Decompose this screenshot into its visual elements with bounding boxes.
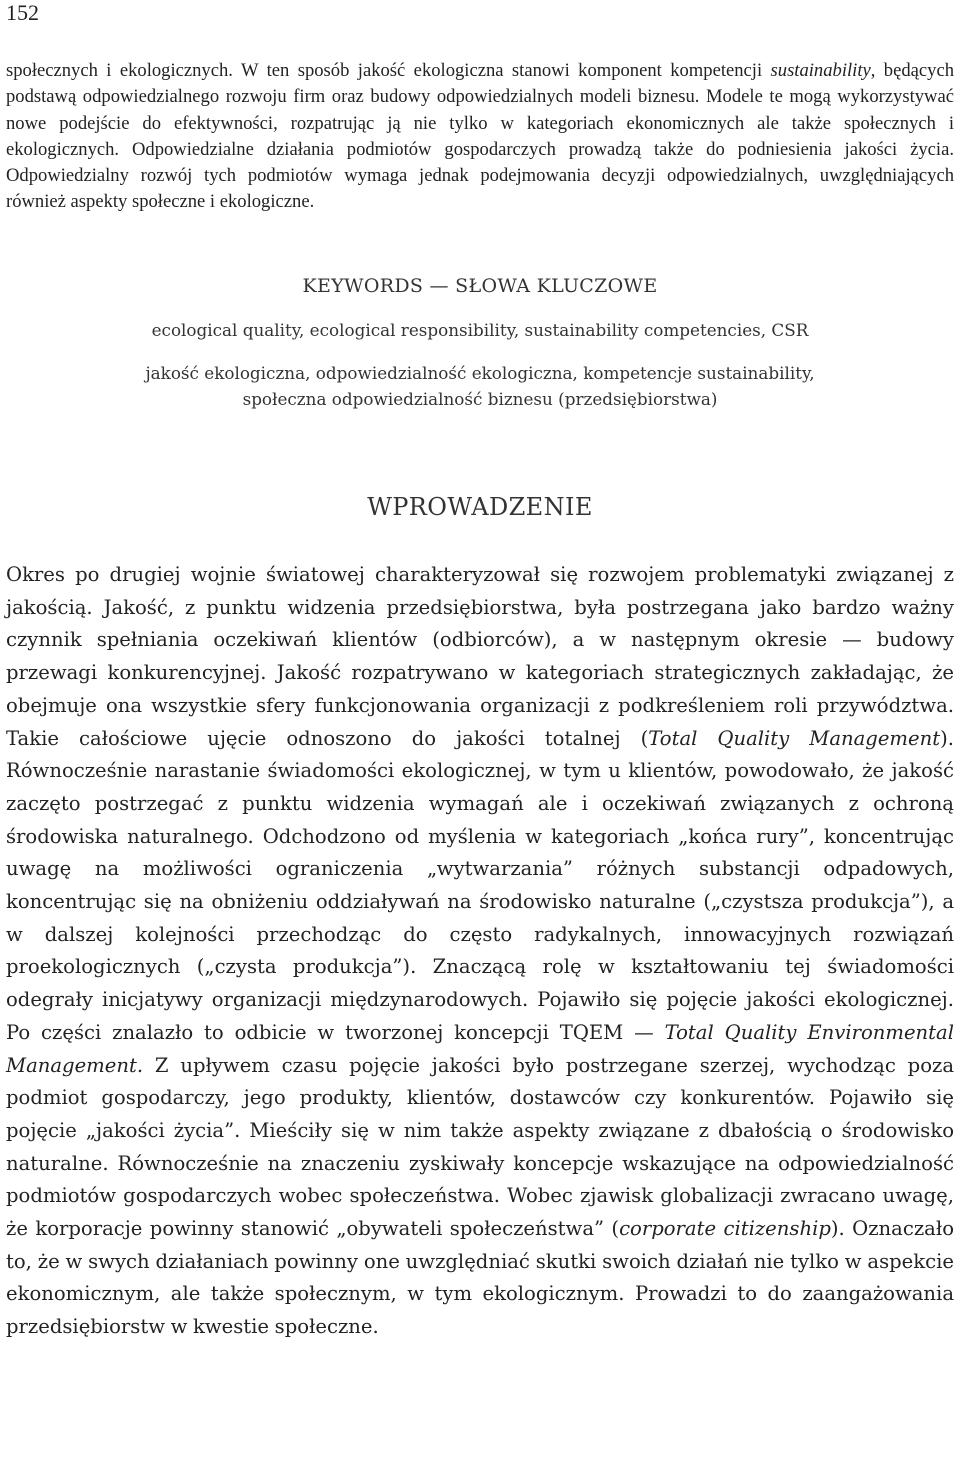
abstract-italic-term: sustainability	[770, 60, 871, 81]
page-number: 152	[6, 0, 39, 25]
body-text-3: Z upływem czasu pojęcie jakości było postrzegane szerzej, wychodząc poza podmiot gospodarczy, jego produkty, klientów, dostawców czy konkurentów. Pojawiło się pojęcie „jakości życia”. Mieściły się w nim także aspekty związane z dbałością o środowisko naturalne. Równocześnie na znaczeniu zyskiwały koncepcje wskazujące na odpowiedzialność podmiotów gospodarczych wobec społeczeństwa. Wobec zjawisk globalizacji zwracano uwagę, że korporacje powinny stanowić „obywateli społeczeństwa” (	[6, 1053, 954, 1241]
body-text-4: ). Oznaczało to, że w swych działaniach powinny one uwzględniać skutki swoich działań nie tylko w aspekcie ekonomicznym, ale także społecznym, w tym ekologicznym. Prowadzi to do zaangażowania przedsiębiorstw w kwestie społeczne.	[6, 1217, 954, 1339]
keywords-polish-line-1: jakość ekologiczna, odpowiedzialność ekologiczna, kompetencje sustainability,	[145, 363, 815, 383]
body-italic-tqm: Total Quality Management	[648, 726, 941, 750]
body-text-1: Okres po drugiej wojnie światowej charakteryzował się rozwojem problematyki związanej z jakością. Jakość, z punktu widzenia przedsiębiorstwa, była postrzegana jako bardzo ważny czynnik spełniania oczekiwań klientów (odbiorców), a w następnym okresie — budowy przewagi konkurencyjnej. Jakość rozpatrywano w kategoriach strategicznych zakładając, że obejmuje ona wszystkie sfery funkcjonowania organizacji z podkreśleniem roli przywództwa. Takie całościowe ujęcie odnoszono do jakości totalnej (	[6, 563, 954, 750]
keywords-polish	[60, 360, 900, 412]
body-italic-tqem: Total Quality Environmental Management.	[6, 1020, 955, 1077]
section-heading: WPROWADZENIE	[367, 493, 593, 521]
abstract-paragraph	[6, 58, 954, 216]
keywords-polish-line-2: społeczna odpowiedzialność biznesu (przedsiębiorstwa)	[242, 389, 718, 409]
body-text-2: ). Równocześnie narastanie świadomości ekologicznej, w tym u klientów, powodowało, że jakość zaczęto postrzegać z punktu widzenia wymagań ale i oczekiwań związanych z ochroną środowiska naturalnego. Odchodzono od myślenia w kategoriach „końca rury”, koncentrując uwagę na możliwości ograniczenia „wytwarzania” różnych substancji odpadowych, koncentrując się na obniżeniu oddziaływań na środowisko naturalne („czystsza produkcja”), a w dalszej kolejności przechodząc do często radykalnych, innowacyjnych rozwiązań proekologicznych („czysta produkcja”). Znaczącą rolę w kształtowaniu tej świadomości odegrały inicjatywy organizacji międzynarodowych. Pojawiło się pojęcie jakości ekologicznej. Po części znalazło to odbicie w tworzonej koncepcji TQEM —	[6, 726, 954, 1044]
body-italic-citizenship: corporate citizenship	[619, 1217, 831, 1241]
body-paragraph	[6, 559, 954, 1344]
abstract-text-2: , będących podstawą odpowiedzialnego rozwoju firm oraz budowy odpowiedzialnych modeli biznesu. Modele te mogą wykorzystywać nowe podejście do efektywności, rozpatrując ją nie tylko w kategoriach ekonomicznych ale także społecznych i ekologicznych. Odpowiedzialne działania podmiotów gospodarczych prowadzą także do podniesienia jakości życia. Odpowiedzialny rozwój tych podmiotów wymaga jednak podejmowania decyzji odpowiedzialnych, uwzględniających również aspekty społeczne i ekologiczne.	[6, 60, 954, 213]
keywords-heading: KEYWORDS — SŁOWA KLUCZOWE	[302, 275, 658, 297]
abstract-text-1: społecznych i ekologicznych. W ten sposób jakość ekologiczna stanowi komponent kompetencji	[6, 60, 771, 81]
keywords-english: ecological quality, ecological responsibility, sustainability competencies, CSR	[151, 320, 809, 340]
